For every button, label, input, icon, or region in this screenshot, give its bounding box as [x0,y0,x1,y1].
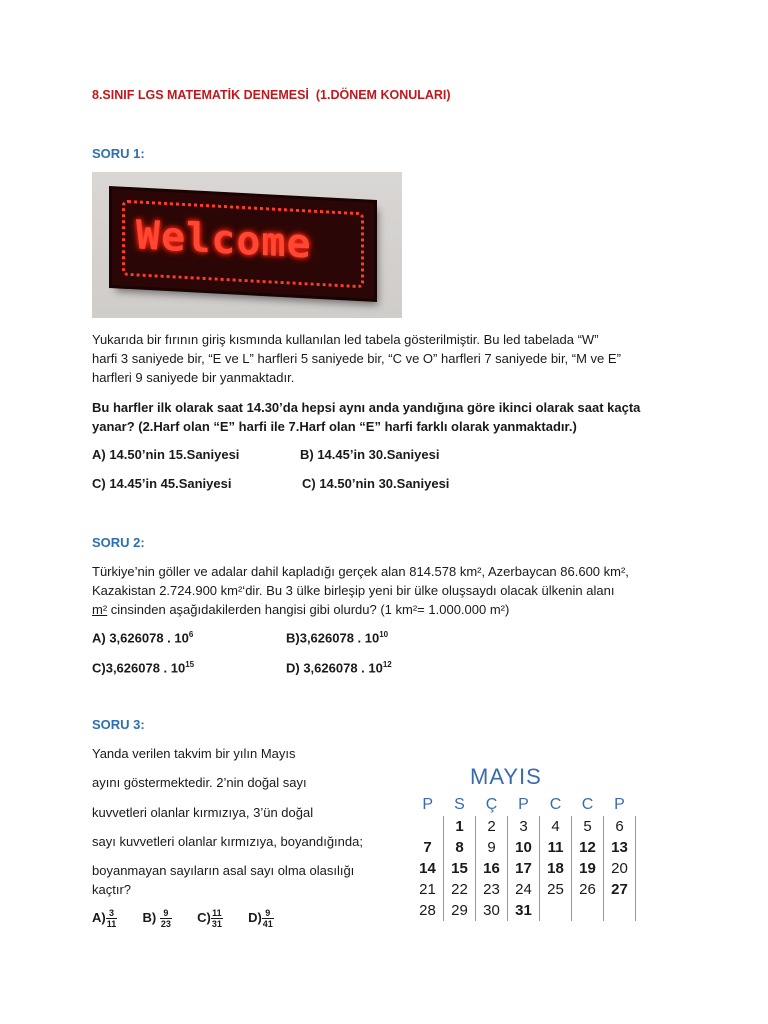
calendar-day: 22 [444,879,476,900]
calendar-day: 13 [604,837,636,858]
calendar-week-row [412,879,636,900]
calendar-day: 24 [508,879,540,900]
q2-unit: m² [92,602,108,617]
q1-prompt-note: (2.Harf olan “E” harfi ile 7.Harf olan “E” harfi farklı olarak yanmaktadır.) [134,419,577,434]
q1-line: harfi 3 saniyede bir, “E ve L” harfleri 5 saniyede bir, “C ve O” harfleri 7 saniyede bir, “M ve E” [92,351,621,366]
calendar-day: 4 [540,816,572,837]
calendar-day: 20 [604,858,636,879]
question-1-prompt [92,398,702,436]
calendar-week-row [412,900,636,921]
calendar-day: 15 [444,858,476,879]
q2-line: Kazakistan 2.724.900 km²‘dir. Bu 3 ülke birleşip yeni bir ülke oluşsaydı olacak ülkenin alanı [92,583,615,598]
question-1-intro [92,330,692,387]
q3-line-2: ayını göstermektedir. 2’nin doğal sayı [92,775,307,790]
calendar-day: 7 [423,839,432,856]
q1-option-a[interactable]: A) 14.50’nin 15.Saniyesi [92,447,240,462]
led-sign-image [92,172,402,318]
weekday-label: P [422,796,434,813]
weekday-label: P [614,796,625,813]
weekday-label: Ç [485,796,498,813]
calendar-day: 19 [572,858,604,879]
calendar-day: 10 [508,837,540,858]
calendar-week-row [412,837,636,858]
calendar-day: 12 [572,837,604,858]
calendar-day [604,900,636,921]
question-2-text [92,562,712,619]
page-title: 8.SINIF LGS MATEMATİK DENEMESİ (1.DÖNEM KONULARI) [92,88,451,102]
q3-option-d[interactable]: D) $\frac{9}{41}$ [248,908,273,929]
q2-option-d[interactable]: D) 3,626078 . $10^{12}$ [286,660,392,676]
weekday-label: C [549,796,562,813]
weekday-label: C [581,796,594,813]
weekday-label: S [454,796,465,813]
calendar-day: 2 [476,816,508,837]
calendar-day: 6 [604,816,636,837]
calendar-day [572,900,604,921]
led-text: Welcome [136,212,312,268]
q1-option-c[interactable]: C) 14.45’in 45.Saniyesi [92,476,232,491]
q1-prompt-line [92,417,702,436]
weekday-label: P [518,796,529,813]
calendar-day: 17 [508,858,540,879]
q1-line: Yukarıda bir fırının giriş kısmında kullanılan led tabela gösterilmiştir. Bu led tabelada “W” [92,332,599,347]
calendar-day: 18 [540,858,572,879]
q3-line-3: kuvvetleri olanlar kırmızıya, 3’ün doğal [92,805,314,820]
q3-option-b[interactable]: B) $\frac{9}{23}$ [142,908,171,929]
calendar-day [540,900,572,921]
calendar-day: 31 [508,900,540,921]
calendar-day: 29 [444,900,476,921]
calendar-day: 8 [444,837,476,858]
calendar-day: 27 [604,879,636,900]
q3-line-5: boyanmayan sayıların asal sayı olma olasılığı [92,863,355,878]
q1-option-d[interactable]: C) 14.50’nin 30.Saniyesi [302,476,450,491]
calendar-day: 28 [419,902,436,919]
calendar-weekday-row [412,794,636,816]
question-2-heading: SORU 2: [92,535,145,550]
question-3-heading: SORU 3: [92,717,145,732]
calendar-day: 11 [540,837,572,858]
calendar-day: 21 [419,881,436,898]
calendar-week-row [412,816,636,837]
q1-prompt-question: yanar? [92,419,135,434]
q2-option-a[interactable]: A) 3,626078 . $10^6$ [92,630,194,646]
calendar-day: 16 [476,858,508,879]
q2-line [92,600,712,619]
q2-option-c[interactable]: C)3,626078 . $10^{15}$ [92,660,195,676]
calendar-day: 23 [476,879,508,900]
q3-line-1: Yanda verilen takvim bir yılın Mayıs [92,746,296,761]
q1-prompt-line: Bu harfler ilk olarak saat 14.30’da hepsi aynı anda yandığına göre ikinci olarak saat kaçta [92,400,641,415]
calendar-day: 26 [572,879,604,900]
calendar-month-title: MAYIS [470,764,542,789]
calendar-day: 25 [540,879,572,900]
calendar-day [412,816,444,837]
calendar-day: 9 [476,837,508,858]
q3-line-4: sayı kuvvetleri olanlar kırmızıya, boyandığında; [92,834,363,849]
calendar-day: 1 [444,816,476,837]
may-calendar [412,794,636,921]
q3-option-a[interactable]: A) $\frac{3}{11}$ [92,908,117,929]
calendar-day: 30 [476,900,508,921]
calendar-day: 5 [572,816,604,837]
calendar-day: 14 [419,860,436,877]
calendar-week-row [412,858,636,879]
q1-option-b[interactable]: B) 14.45’in 30.Saniyesi [300,447,440,462]
q3-options [92,908,274,929]
led-board [112,189,374,299]
q2-line: Türkiye’nin göller ve adalar dahil kapladığı gerçek alan 814.578 km², Azerbaycan 86.600 km², [92,564,629,579]
calendar-day: 3 [508,816,540,837]
q3-line-6: kaçtır? [92,882,132,897]
q1-line: harfleri 9 saniyede bir yanmaktadır. [92,370,295,385]
q3-option-c[interactable]: C) $\frac{11}{31}$ [197,908,222,929]
question-1-heading: SORU 1: [92,146,145,161]
q2-line-rest: cinsinden aşağıdakilerden hangisi gibi olurdu? (1 km²= 1.000.000 m²) [107,602,510,617]
q2-option-b[interactable]: B)3,626078 . $10^{10}$ [286,630,389,646]
